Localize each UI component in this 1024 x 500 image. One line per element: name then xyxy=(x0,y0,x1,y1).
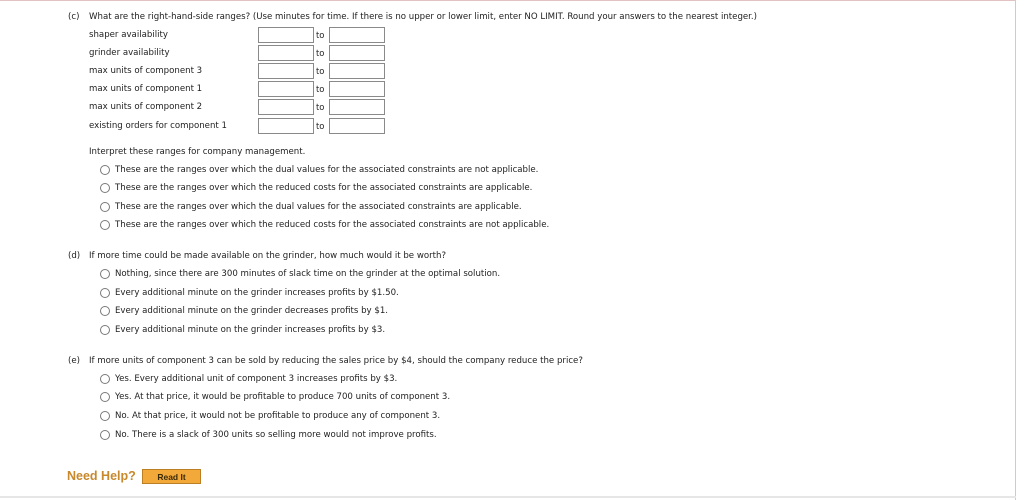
part-d-question: If more time could be made available on the grinder, how much would it be worth? xyxy=(89,251,447,261)
grinder-availability-lower-input[interactable] xyxy=(258,45,314,61)
existing-orders-component-1-lower-input[interactable] xyxy=(258,118,314,134)
part-c-option[interactable] xyxy=(100,183,532,193)
range-separator: to xyxy=(316,66,325,76)
part-c-option[interactable] xyxy=(100,165,538,175)
range-separator: to xyxy=(316,102,325,112)
option-text: These are the ranges over which the dual values for the associated constraints are applicable. xyxy=(115,202,522,212)
option-text: Every additional minute on the grinder increases profits by $1.50. xyxy=(115,288,399,298)
max-units-component-2-lower-input[interactable] xyxy=(258,99,314,115)
existing-orders-component-1-upper-input[interactable] xyxy=(329,118,385,134)
bottom-divider xyxy=(0,496,1016,498)
option-text: Nothing, since there are 300 minutes of slack time on the grinder at the optimal solution. xyxy=(115,269,501,279)
part-c-option[interactable] xyxy=(100,220,549,230)
radio-button[interactable] xyxy=(100,202,110,212)
part-c-label: (c) xyxy=(68,12,80,22)
part-e-option[interactable] xyxy=(100,374,397,384)
radio-button[interactable] xyxy=(100,325,110,335)
radio-button[interactable] xyxy=(100,288,110,298)
grinder-availability-upper-input[interactable] xyxy=(329,45,385,61)
row-label-max-units-component-2: max units of component 2 xyxy=(89,102,203,112)
option-text: Yes. Every additional unit of component 3 increases profits by $3. xyxy=(115,374,398,384)
option-text: These are the ranges over which the dual values for the associated constraints are not applicable. xyxy=(115,165,539,175)
part-d-option[interactable] xyxy=(100,269,500,279)
part-e-option[interactable] xyxy=(100,411,440,421)
max-units-component-1-lower-input[interactable] xyxy=(258,81,314,97)
read-it-button[interactable] xyxy=(142,469,201,484)
radio-button[interactable] xyxy=(100,220,110,230)
max-units-component-3-lower-input[interactable] xyxy=(258,63,314,79)
part-c-option[interactable] xyxy=(100,202,522,212)
radio-button[interactable] xyxy=(100,183,110,193)
option-text: Every additional minute on the grinder decreases profits by $1. xyxy=(115,306,389,316)
interpret-prompt: Interpret these ranges for company management. xyxy=(89,147,306,157)
option-text: Every additional minute on the grinder increases profits by $3. xyxy=(115,325,386,335)
row-label-grinder-availability: grinder availability xyxy=(89,48,170,58)
range-separator: to xyxy=(316,84,325,94)
radio-button[interactable] xyxy=(100,269,110,279)
part-e-label: (e) xyxy=(68,356,80,366)
radio-button[interactable] xyxy=(100,165,110,175)
part-d-option[interactable] xyxy=(100,288,399,298)
radio-button[interactable] xyxy=(100,306,110,316)
shaper-availability-lower-input[interactable] xyxy=(258,27,314,43)
radio-button[interactable] xyxy=(100,392,110,402)
option-text: These are the ranges over which the reduced costs for the associated constraints are applicable. xyxy=(115,183,533,193)
option-text: No. There is a slack of 300 units so selling more would not improve profits. xyxy=(115,430,437,440)
read-it-label: Read It xyxy=(157,472,186,482)
row-label-max-units-component-3: max units of component 3 xyxy=(89,66,203,76)
max-units-component-1-upper-input[interactable] xyxy=(329,81,385,97)
radio-button[interactable] xyxy=(100,411,110,421)
option-text: These are the ranges over which the reduced costs for the associated constraints are not applicable. xyxy=(115,220,550,230)
range-separator: to xyxy=(316,30,325,40)
part-d-label: (d) xyxy=(68,251,81,261)
option-text: Yes. At that price, it would be profitable to produce 700 units of component 3. xyxy=(115,392,451,402)
row-label-existing-orders-component-1: existing orders for component 1 xyxy=(89,121,227,131)
max-units-component-2-upper-input[interactable] xyxy=(329,99,385,115)
range-separator: to xyxy=(316,121,325,131)
part-e-option[interactable] xyxy=(100,430,437,440)
part-d-option[interactable] xyxy=(100,306,388,316)
range-separator: to xyxy=(316,48,325,58)
radio-button[interactable] xyxy=(100,374,110,384)
part-e-question: If more units of component 3 can be sold by reducing the sales price by $4, should the company reduce the price? xyxy=(89,356,583,366)
row-label-shaper-availability: shaper availability xyxy=(89,30,168,40)
part-e-option[interactable] xyxy=(100,392,450,402)
option-text: No. At that price, it would not be profitable to produce any of component 3. xyxy=(115,411,441,421)
need-help-label: Need Help? xyxy=(67,469,136,483)
row-label-max-units-component-1: max units of component 1 xyxy=(89,84,203,94)
part-d-option[interactable] xyxy=(100,325,385,335)
part-c-question: What are the right-hand-side ranges? (Use minutes for time. If there is no upper or lower limit, enter NO LIMIT. Round your answers to the nearest integer.) xyxy=(89,12,758,22)
shaper-availability-upper-input[interactable] xyxy=(329,27,385,43)
radio-button[interactable] xyxy=(100,430,110,440)
max-units-component-3-upper-input[interactable] xyxy=(329,63,385,79)
